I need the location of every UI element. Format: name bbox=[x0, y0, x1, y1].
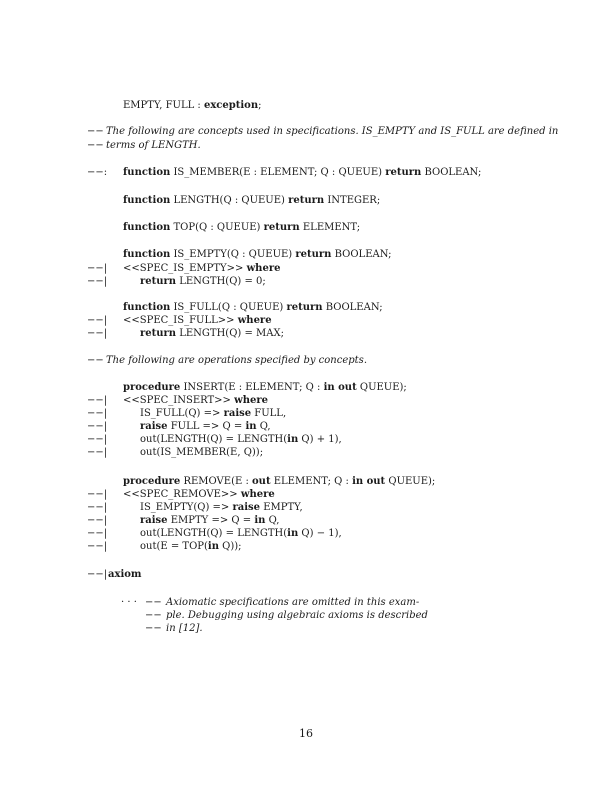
comment-marker: −− bbox=[87, 140, 104, 151]
line-remove-2: raise EMPTY => Q = in Q, bbox=[140, 515, 280, 526]
line-insert-1: IS_FULL(Q) => raise FULL, bbox=[140, 408, 287, 419]
comment-axiom-line3: in [12]. bbox=[166, 623, 203, 634]
annotation-marker: −−| bbox=[87, 315, 108, 326]
comment-marker: −− bbox=[87, 355, 104, 366]
comment-marker: −− bbox=[87, 126, 104, 137]
annotation-marker: −−| bbox=[87, 541, 108, 552]
line-spec-is-empty: <<SPEC_IS_EMPTY>> where bbox=[123, 263, 281, 274]
annotation-marker: −−: bbox=[87, 167, 108, 178]
comment-axiom-line2: ple. Debugging using algebraic axioms is described bbox=[166, 610, 428, 621]
comment-marker: −− bbox=[145, 623, 162, 634]
line-spec-remove: <<SPEC_REMOVE>> where bbox=[123, 489, 275, 500]
comment-concepts-line1: The following are concepts used in specifications. IS_EMPTY and IS_FULL are defined in bbox=[106, 126, 559, 137]
annotation-marker: −−| bbox=[87, 528, 108, 539]
line-exception-decl: EMPTY, FULL : exception; bbox=[123, 100, 262, 111]
comment-marker: −− bbox=[145, 610, 162, 621]
annotation-marker: −−| bbox=[87, 447, 108, 458]
annotation-marker: −−| bbox=[87, 489, 108, 500]
comment-axiom-line1: Axiomatic specifications are omitted in this exam- bbox=[166, 597, 420, 608]
annotation-marker: −−| bbox=[87, 395, 108, 406]
annotation-marker: −−| bbox=[87, 328, 108, 339]
comment-concepts-line2: terms of LENGTH. bbox=[106, 140, 201, 151]
line-axiom: axiom bbox=[108, 569, 142, 580]
annotation-marker: −−| bbox=[87, 408, 108, 419]
annotation-marker: −−| bbox=[87, 421, 108, 432]
comment-operations: The following are operations specified by concepts. bbox=[106, 355, 367, 366]
line-is-full: function IS_FULL(Q : QUEUE) return BOOLEAN; bbox=[123, 302, 383, 313]
annotation-marker: −−| bbox=[87, 276, 108, 287]
line-is-full-body: return LENGTH(Q) = MAX; bbox=[140, 328, 284, 339]
annotation-marker: −−| bbox=[87, 569, 108, 580]
line-is-empty: function IS_EMPTY(Q : QUEUE) return BOOLEAN; bbox=[123, 249, 392, 260]
annotation-marker: −−| bbox=[87, 434, 108, 445]
line-insert-4: out(IS_MEMBER(E, Q)); bbox=[140, 447, 264, 458]
line-insert-2: raise FULL => Q = in Q, bbox=[140, 421, 271, 432]
line-top: function TOP(Q : QUEUE) return ELEMENT; bbox=[123, 222, 361, 233]
line-spec-insert: <<SPEC_INSERT>> where bbox=[123, 395, 268, 406]
comment-marker: −− bbox=[145, 597, 162, 608]
line-length: function LENGTH(Q : QUEUE) return INTEGER; bbox=[123, 195, 381, 206]
line-remove: procedure REMOVE(E : out ELEMENT; Q : in out QUEUE); bbox=[123, 476, 436, 487]
line-insert: procedure INSERT(E : ELEMENT; Q : in out QUEUE); bbox=[123, 382, 407, 393]
ellipsis-marker: · · · bbox=[121, 597, 137, 608]
annotation-marker: −−| bbox=[87, 263, 108, 274]
annotation-marker: −−| bbox=[87, 502, 108, 513]
line-remove-1: IS_EMPTY(Q) => raise EMPTY, bbox=[140, 502, 303, 513]
page-number: 16 bbox=[299, 727, 313, 740]
line-is-empty-body: return LENGTH(Q) = 0; bbox=[140, 276, 266, 287]
annotation-marker: −−| bbox=[87, 515, 108, 526]
line-spec-is-full: <<SPEC_IS_FULL>> where bbox=[123, 315, 272, 326]
line-insert-3: out(LENGTH(Q) = LENGTH(in Q) + 1), bbox=[140, 434, 342, 445]
line-remove-4: out(E = TOP(in Q)); bbox=[140, 541, 242, 552]
line-remove-3: out(LENGTH(Q) = LENGTH(in Q) − 1), bbox=[140, 528, 342, 539]
line-is-member: function IS_MEMBER(E : ELEMENT; Q : QUEUE) return BOOLEAN; bbox=[123, 167, 482, 178]
